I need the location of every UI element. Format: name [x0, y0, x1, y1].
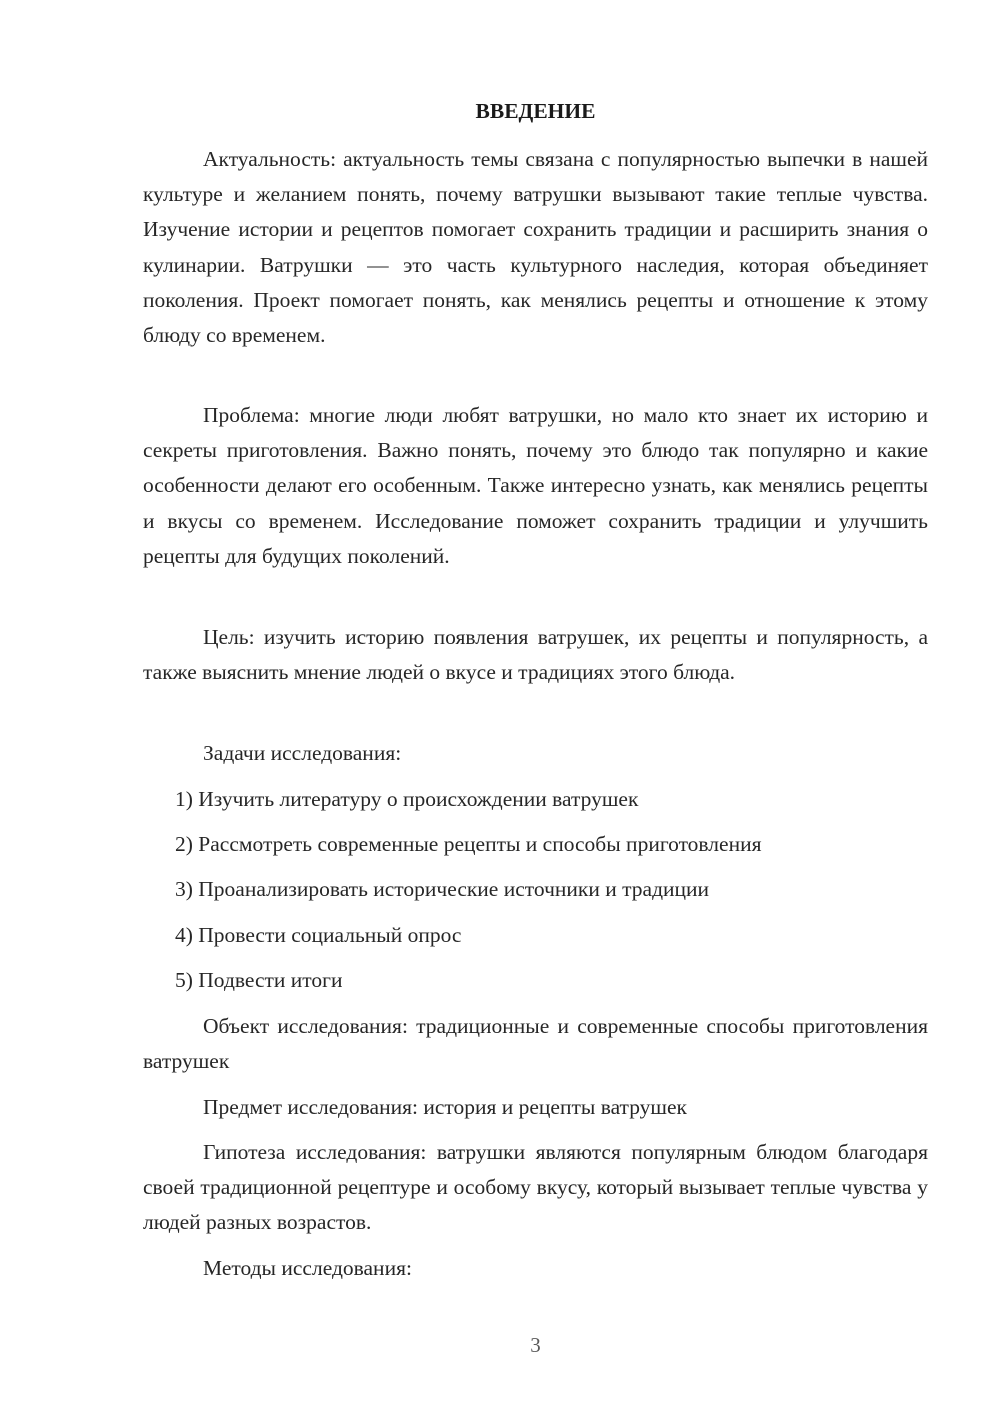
- hypothesis-paragraph: Гипотеза исследования: ватрушки являются популярным блюдом благодаря своей традиционной рецептуре и особому вкусу, который вызывает теплые чувства у людей разных возрастов.: [143, 1140, 928, 1235]
- problem-paragraph: Проблема: многие люди любят ватрушки, но мало кто знает их историю и секреты приготовления. Важно понять, почему это блюдо так популярно и какие особенности делают его особенным. Также интересно узнать, как менялись рецепты и вкусы со временем. Исследование поможет сохранить традиции и улучшить рецепты для будущих поколений.: [143, 403, 928, 568]
- document-page: [143, 0, 928, 1414]
- methods-heading: Методы исследования:: [203, 1256, 412, 1280]
- object-paragraph: Объект исследования: традиционные и современные способы приготовления ватрушек: [143, 1014, 928, 1074]
- section-title: ВВЕДЕНИЕ: [475, 99, 596, 123]
- list-item: 2) Рассмотреть современные рецепты и способы приготовления: [175, 832, 762, 856]
- list-item: 4) Провести социальный опрос: [175, 923, 462, 947]
- relevance-paragraph: Актуальность: актуальность темы связана с популярностью выпечки в нашей культуре и желанием понять, почему ватрушки вызывают такие теплые чувства. Изучение истории и рецептов помогает сохранить традиции и расширить знания о кулинарии. Ватрушки — это часть культурного наследия, которая объединяет поколения. Проект помогает понять, как менялись рецепты и отношение к этому блюду со временем.: [143, 147, 928, 348]
- subject-paragraph: Предмет исследования: история и рецепты ватрушек: [203, 1095, 687, 1119]
- page-number: 3: [530, 1333, 541, 1357]
- goal-paragraph: Цель: изучить историю появления ватрушек, их рецепты и популярность, а также выяснить мнение людей о вкусе и традициях этого блюда.: [143, 625, 928, 685]
- list-item: 5) Подвести итоги: [175, 968, 343, 992]
- tasks-heading: Задачи исследования:: [203, 741, 402, 765]
- list-item: 3) Проанализировать исторические источники и традиции: [175, 877, 710, 901]
- list-item: 1) Изучить литературу о происхождении ватрушек: [175, 787, 639, 811]
